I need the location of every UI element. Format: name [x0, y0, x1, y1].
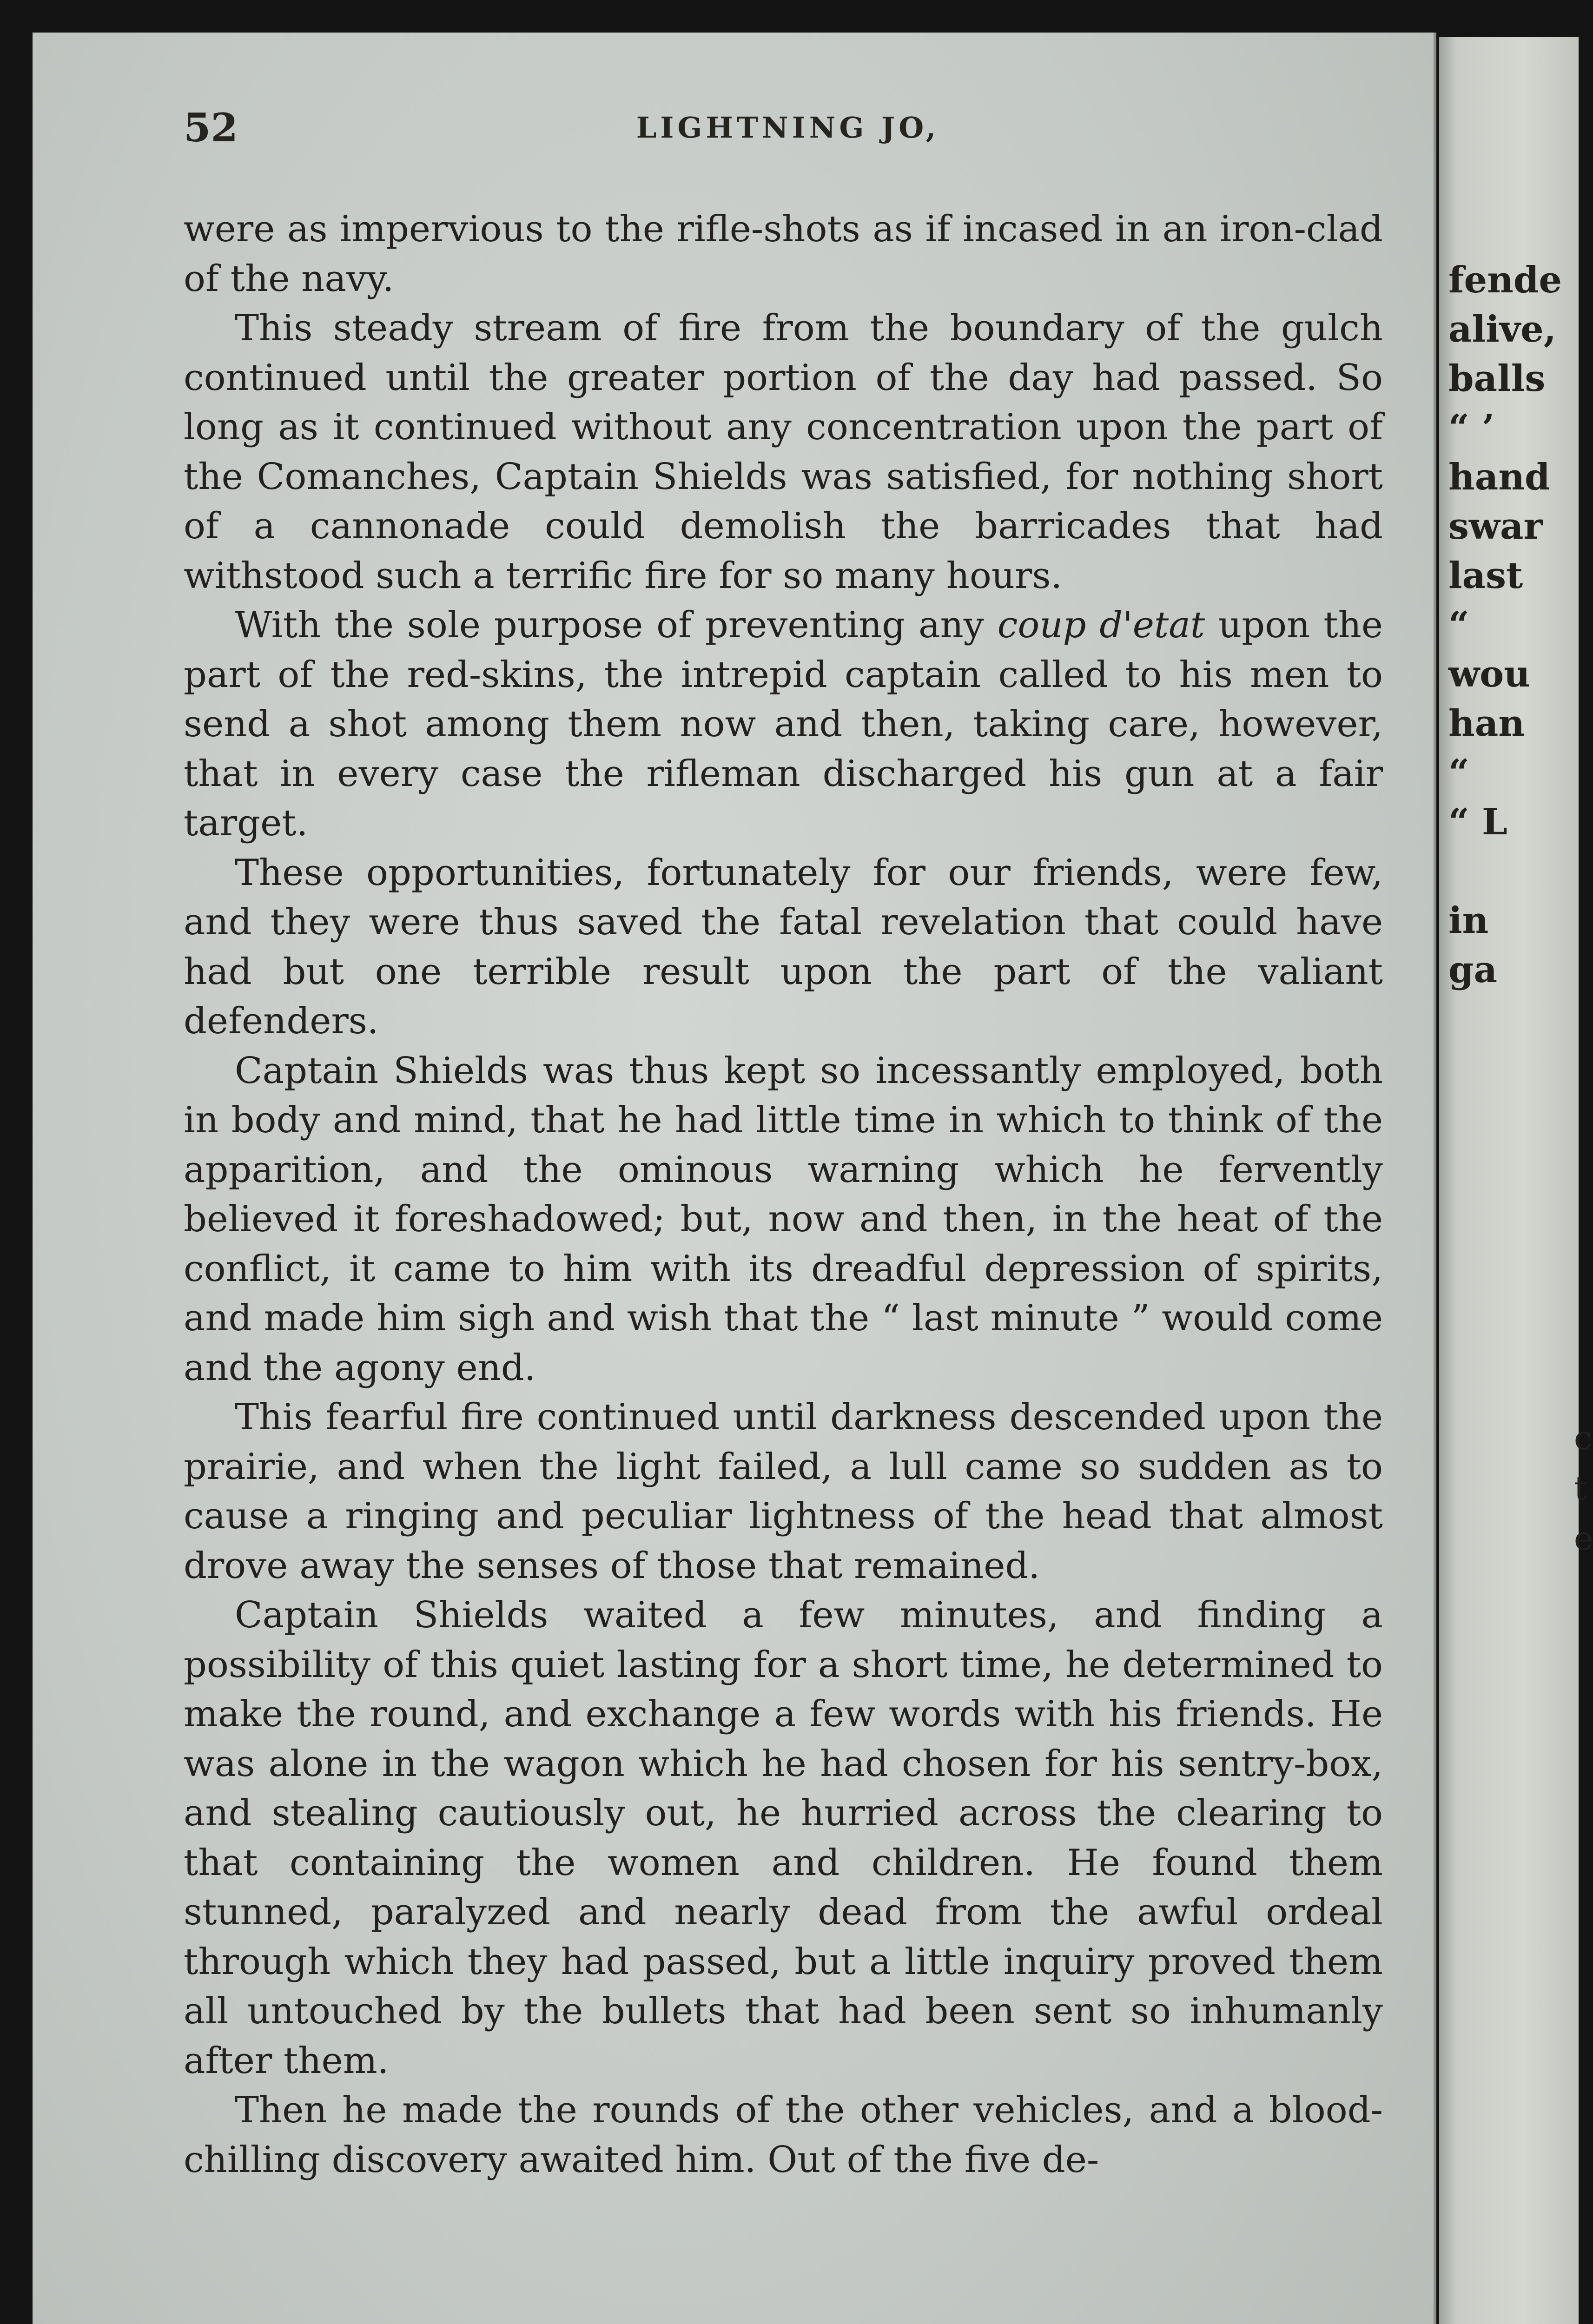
body-text — [184, 205, 1383, 2185]
facing-page-line: “ — [1448, 604, 1469, 646]
paragraph-3-italic: coup d'etat — [997, 604, 1205, 646]
facing-page-text — [1448, 256, 1562, 995]
facing-page-lower-line: t — [1574, 1469, 1587, 1507]
facing-page-line: ga — [1448, 949, 1498, 991]
facing-page-line: alive, — [1448, 308, 1556, 350]
facing-page-line — [1448, 847, 1562, 896]
facing-page-line: “ L — [1448, 801, 1507, 843]
running-head — [184, 95, 1392, 160]
facing-page-line: wou — [1448, 653, 1530, 695]
page-number: 52 — [184, 105, 238, 151]
facing-page-line: fende — [1448, 259, 1562, 301]
facing-page-line: han — [1448, 702, 1525, 745]
paragraph-3-after: upon the part of the red-skins, the intrepid captain called to his men to send a shot among them now and then, taking care, however, that in every case the rifleman discharged his gun at a fair target. — [184, 604, 1383, 844]
paragraph-1: were as impervious to the rifle-shots as if incased in an iron-clad of the navy. — [184, 208, 1383, 300]
facing-page-lower-line: e — [1574, 1519, 1593, 1558]
facing-page-line: “ — [1448, 752, 1469, 794]
facing-page-line: swar — [1448, 505, 1543, 548]
paragraph-2: This steady stream of fire from the boundary of the gulch continued until the greater portion of the day had passed. So long as it continued without any concentration upon the part of the Comanches, Captain Shields was satisfied, for nothing short of a cannonade could demolish the barricades that had withstood such a terrific fire for so many hours. — [184, 307, 1383, 597]
paragraph-8: Then he made the rounds of the other vehicles, and a blood-chilling discovery awaited him. Out of the five de- — [184, 2089, 1383, 2181]
paragraph-3 — [184, 601, 1383, 848]
paragraph-5: Captain Shields was thus kept so incessantly employed, both in body and mind, that he had little time in which to think of the apparition, and the ominous warning which he fervently believed it foreshadowed; but, now and then, in the heat of the conflict, it came to him with its dreadful depression of spirits, and made him sigh and wish that the “ last minute ” would come and the agony end. — [184, 1050, 1383, 1389]
left-page — [33, 33, 1436, 2324]
facing-page-lower-text — [1574, 1413, 1593, 1564]
paragraph-4: These opportunities, fortunately for our friends, were few, and they were thus saved the fatal revelation that could have had but one terrible result upon the part of the valiant defenders. — [184, 852, 1383, 1042]
facing-page-line: last — [1448, 555, 1523, 597]
page-heading: LIGHTNING JO, — [636, 111, 940, 145]
facing-page-lower-line: c — [1574, 1419, 1593, 1457]
right-page — [1439, 37, 1593, 2324]
paragraph-6: This fearful fire continued until darkness descended upon the prairie, and when the light failed, a lull came so sudden as to cause a ringing and peculiar lightness of the head that almost drove away the senses of those that remained. — [184, 1396, 1383, 1587]
facing-page-line: “ ’ — [1448, 407, 1495, 449]
facing-page-line: hand — [1448, 456, 1550, 498]
paragraph-7: Captain Shields waited a few minutes, and finding a possibility of this quiet lasting for a short time, he determined to make the round, and exchange a few words with his friends. He was alone in the wagon which he had chosen for his sentry-box, and stealing cautiously out, he hurried across the clearing to that containing the women and children. He found them stunned, paralyzed and nearly dead from the awful ordeal through which they had passed, but a little inquiry proved them all untouched by the bullets that had been sent so inhumanly after them. — [184, 1594, 1383, 2082]
facing-page-line: in — [1448, 899, 1489, 942]
facing-page-line: balls — [1448, 357, 1546, 400]
paragraph-3-before: With the sole purpose of preventing any — [235, 604, 998, 646]
